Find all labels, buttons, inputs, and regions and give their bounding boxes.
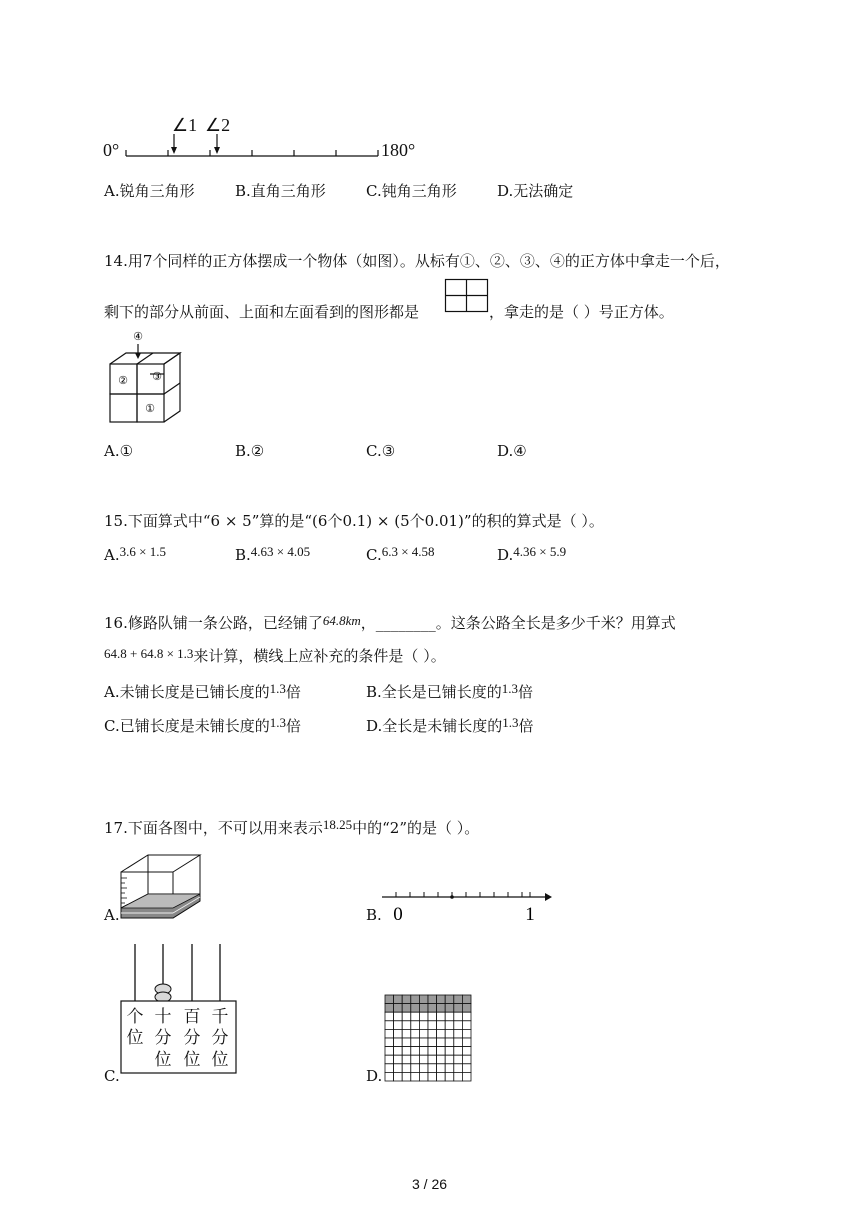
grid-cell <box>385 1021 394 1030</box>
grid-cell <box>411 1012 420 1021</box>
q14-stem-line2a: 剩下的部分从前面、上面和左面看到的图形都是 <box>104 303 420 321</box>
grid-cell <box>385 1012 394 1021</box>
q16-option-d[interactable]: D.全长是未铺长度的1.3倍 <box>366 715 534 735</box>
grid-cell <box>419 1038 428 1047</box>
cube-label-3: ③ <box>152 371 162 383</box>
grid-cell-shaded <box>462 1004 471 1013</box>
grid-cell <box>428 1038 437 1047</box>
grid-cell <box>419 1021 428 1030</box>
grid-cell <box>394 1012 403 1021</box>
grid-cell-shaded <box>419 995 428 1004</box>
grid-cell <box>411 1055 420 1064</box>
cube-label-1: ① <box>145 403 155 415</box>
grid-cell <box>454 1064 463 1073</box>
grid-cell <box>445 1021 454 1030</box>
grid-cell <box>462 1038 471 1047</box>
grid-cell <box>454 1029 463 1038</box>
grid-cell <box>411 1064 420 1073</box>
grid-cell <box>437 1072 446 1081</box>
q16-stem-line2: 64.8 + 64.8 × 1.3来计算，横线上应补充的条件是（ ）。 <box>104 646 446 665</box>
grid-cell <box>437 1029 446 1038</box>
grid-cell <box>445 1072 454 1081</box>
grid-cell <box>385 1029 394 1038</box>
grid-cell <box>445 1064 454 1073</box>
q15-option-b[interactable]: B.4.63 × 4.05 <box>235 544 311 564</box>
grid-cell-shaded <box>437 1004 446 1013</box>
grid-cell <box>462 1021 471 1030</box>
svg-text:百: 百 <box>183 1007 201 1026</box>
grid-cell-shaded <box>394 1004 403 1013</box>
grid-cell <box>437 1055 446 1064</box>
q17-label-d[interactable]: D. <box>366 1067 383 1085</box>
grid-cell <box>454 1038 463 1047</box>
cube-label-2: ② <box>118 375 128 387</box>
q17-stem: 17.下面各图中，不可以用来表示18.25中的“2”的是（ ）。 <box>104 817 480 837</box>
q16-option-a[interactable]: A.未铺长度是已铺长度的1.3倍 <box>104 681 301 701</box>
grid-cell <box>402 1021 411 1030</box>
grid-cell-shaded <box>454 995 463 1004</box>
end-degree-label: 180° <box>381 140 416 160</box>
svg-text:位: 位 <box>126 1028 144 1047</box>
q13-option-d[interactable]: D.无法确定 <box>497 182 574 200</box>
grid-cell <box>454 1021 463 1030</box>
angle1-label: ∠1 <box>172 115 198 135</box>
grid-cell <box>394 1055 403 1064</box>
grid-cell <box>437 1012 446 1021</box>
grid-cell <box>437 1047 446 1056</box>
grid-cell <box>394 1029 403 1038</box>
grid-cell <box>385 1055 394 1064</box>
page-number: 3 / 26 <box>412 1176 448 1192</box>
svg-text:十: 十 <box>154 1007 172 1026</box>
q15-option-c[interactable]: C.6.3 × 4.58 <box>366 544 435 564</box>
svg-text:位: 位 <box>211 1050 229 1069</box>
grid-cell <box>445 1029 454 1038</box>
start-degree-label: 0° <box>103 140 120 160</box>
grid-cell <box>385 1072 394 1081</box>
grid-cell <box>428 1021 437 1030</box>
cube-label-4: ④ <box>133 331 143 343</box>
grid-cell <box>402 1072 411 1081</box>
grid-cell <box>411 1038 420 1047</box>
grid-cell <box>445 1012 454 1021</box>
decimal-number-line-figure <box>380 888 555 924</box>
grid-cell <box>462 1055 471 1064</box>
svg-text:千: 千 <box>211 1007 229 1026</box>
grid-cell <box>394 1038 403 1047</box>
q14-option-c[interactable]: C.③ <box>366 442 396 460</box>
grid-cell <box>428 1047 437 1056</box>
grid-cell-shaded <box>445 995 454 1004</box>
q17-label-b[interactable]: B. <box>366 906 382 924</box>
cube-stack-figure <box>100 326 190 426</box>
grid-cell <box>385 1064 394 1073</box>
grid-cell-shaded <box>394 995 403 1004</box>
svg-text:个: 个 <box>126 1007 144 1026</box>
q16-option-c[interactable]: C.已铺长度是未铺长度的1.3倍 <box>104 715 301 735</box>
grid-cell <box>454 1012 463 1021</box>
q15-option-d[interactable]: D.4.36 × 5.9 <box>497 544 567 564</box>
q13-option-c[interactable]: C.钝角三角形 <box>366 182 457 200</box>
svg-text:分: 分 <box>211 1028 229 1047</box>
grid-cell <box>462 1064 471 1073</box>
q17-label-c[interactable]: C. <box>104 1067 120 1085</box>
svg-text:位: 位 <box>154 1050 172 1069</box>
q16-stem-line1: 16.修路队铺一条公路，已经铺了64.8km，________。这条公路全长是多少千米？用算式 <box>104 613 676 632</box>
svg-text:分: 分 <box>183 1028 201 1047</box>
grid-cell <box>454 1055 463 1064</box>
grid-cell <box>419 1047 428 1056</box>
grid-cell-shaded <box>454 1004 463 1013</box>
grid-cell-shaded <box>462 995 471 1004</box>
grid-cell <box>419 1072 428 1081</box>
angle-number-line <box>0 0 868 200</box>
grid-cell <box>428 1072 437 1081</box>
grid-cell-shaded <box>385 995 394 1004</box>
grid-cell <box>402 1055 411 1064</box>
number-line-end: 1 <box>525 904 535 925</box>
grid-cell <box>411 1072 420 1081</box>
grid-cell <box>402 1038 411 1047</box>
hundred-grid-figure <box>384 994 472 1080</box>
q14-option-a[interactable]: A.① <box>104 442 134 460</box>
grid-cell-shaded <box>419 1004 428 1013</box>
number-line-start: 0 <box>393 904 403 925</box>
q15-option-a[interactable]: A.3.6 × 1.5 <box>104 544 166 564</box>
grid-cell <box>402 1029 411 1038</box>
q13-option-a[interactable]: A.锐角三角形 <box>104 182 195 200</box>
grid-cell-shaded <box>411 995 420 1004</box>
grid-cell <box>385 1047 394 1056</box>
grid-cell-shaded <box>402 1004 411 1013</box>
grid-cell-shaded <box>411 1004 420 1013</box>
grid-cell <box>462 1072 471 1081</box>
angle2-label: ∠2 <box>205 115 231 135</box>
grid-cell <box>419 1012 428 1021</box>
grid-cell <box>411 1029 420 1038</box>
grid-cell <box>445 1038 454 1047</box>
grid-cell <box>411 1021 420 1030</box>
grid-cell <box>454 1072 463 1081</box>
grid-cell <box>428 1055 437 1064</box>
grid-cell <box>394 1021 403 1030</box>
q14-option-b[interactable]: B.② <box>235 442 265 460</box>
grid-cell <box>394 1072 403 1081</box>
four-square-grid-icon <box>445 279 489 313</box>
grid-cell <box>385 1038 394 1047</box>
grid-cell-shaded <box>428 995 437 1004</box>
grid-cell <box>462 1047 471 1056</box>
q13-option-b[interactable]: B.直角三角形 <box>235 182 326 200</box>
q14-option-d[interactable]: D.④ <box>497 442 527 460</box>
q17-label-a[interactable]: A. <box>104 906 120 924</box>
q15-stem: 15.下面算式中“6 × 5”算的是“(6个0.1) × (5个0.01)”的积的算式是（ ）。 <box>104 512 604 530</box>
grid-cell <box>437 1021 446 1030</box>
grid-cell <box>437 1064 446 1073</box>
grid-cell-shaded <box>428 1004 437 1013</box>
grid-cell <box>394 1047 403 1056</box>
grid-cell <box>402 1064 411 1073</box>
grid-cell-shaded <box>437 995 446 1004</box>
grid-cell <box>462 1029 471 1038</box>
grid-cell-shaded <box>402 995 411 1004</box>
grid-cell <box>462 1012 471 1021</box>
grid-cell-shaded <box>445 1004 454 1013</box>
grid-cell <box>394 1064 403 1073</box>
grid-cell <box>402 1012 411 1021</box>
grid-cell <box>428 1029 437 1038</box>
q14-stem-line1: 14.用7个同样的正方体摆成一个物体（如图）。从标有①、②、③、④的正方体中拿走一个后， <box>104 252 730 270</box>
grid-cell <box>437 1038 446 1047</box>
grid-cell <box>419 1029 428 1038</box>
grid-cell-shaded <box>385 1004 394 1013</box>
svg-text:位: 位 <box>183 1050 201 1069</box>
grid-cell <box>428 1064 437 1073</box>
grid-cell <box>445 1047 454 1056</box>
place-value-abacus-figure <box>118 944 242 1076</box>
grid-cell <box>419 1055 428 1064</box>
q16-option-b[interactable]: B.全长是已铺长度的1.3倍 <box>366 681 534 701</box>
grid-cell <box>419 1064 428 1073</box>
grid-cell <box>454 1047 463 1056</box>
grid-cell <box>445 1055 454 1064</box>
grid-cell <box>402 1047 411 1056</box>
cube-container-figure <box>118 852 208 924</box>
grid-cell <box>428 1012 437 1021</box>
q14-stem-line2b: ，拿走的是（ ）号正方体。 <box>489 303 674 321</box>
grid-cell <box>411 1047 420 1056</box>
svg-text:分: 分 <box>154 1028 172 1047</box>
